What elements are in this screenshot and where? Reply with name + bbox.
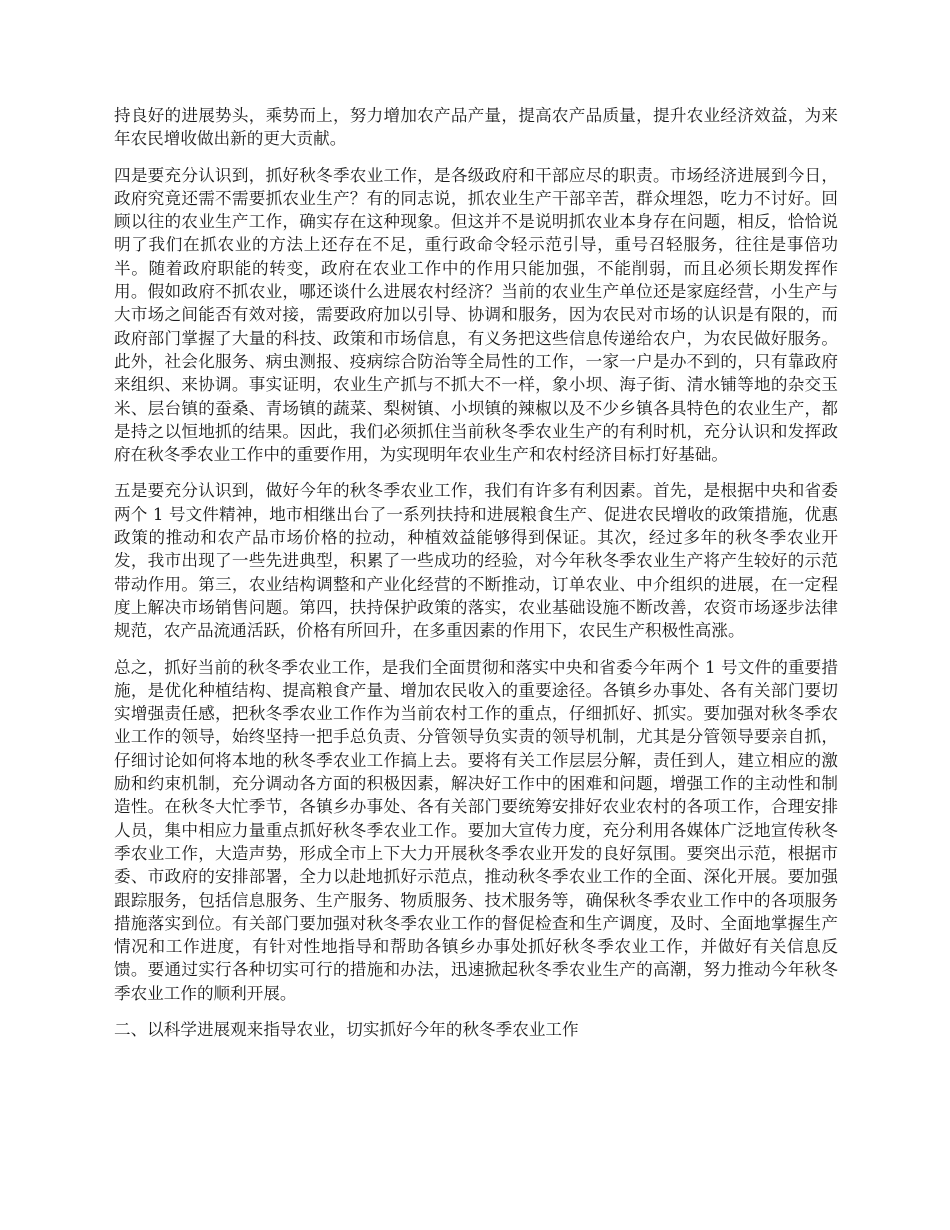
paragraph-summary: 总之，抓好当前的秋冬季农业工作，是我们全面贯彻和落实中央和省委今年两个 1 号文件的重要措施，是优化种植结构、提高粮食产量、增加农民收入的重要途径。各镇乡办事处、各有关部门要切实增强责任感，把秋冬季农业工作作为当前农村工作的重点，仔细抓好、抓实。要加强对秋冬季农业工作的领导，始终坚持一把手总负责、分管领导负实责的领导机制，尤其是分管领导要亲自抓，仔细讨论如何将本地的秋冬季农业工作搞上去。要将有关工作层层分解，责任到人，建立相应的激励和约束机制，充分调动各方面的积极因素，解决好工作中的困难和问题，增强工作的主动性和制造性。在秋冬大忙季节，各镇乡办事处、各有关部门要统筹安排好农业农村的各项工作，合理安排人员，集中相应力量重点抓好秋冬季农业工作。要加大宣传力度，充分利用各媒体广泛地宣传秋冬季农业工作，大造声势，形成全市上下大力开展秋冬季农业开发的良好氛围。要突出示范，根据市委、市政府的安排部署，全力以赴地抓好示范点，推动秋冬季农业工作的全面、深化开展。要加强跟踪服务，包括信息服务、生产服务、物质服务、技术服务等，确保秋冬季农业工作中的各项服务措施落实到位。有关部门要加强对秋冬季农业工作的督促检查和生产调度，及时、全面地掌握生产情况和工作进度，有针对性地指导和帮助各镇乡办事处抓好秋冬季农业工作，并做好有关信息反馈。要通过实行各种切实可行的措施和办法，迅速掀起秋冬季农业生产的高潮，努力推动今年秋冬季农业工作的顺利开展。 <box>114 657 838 1003</box>
document-page <box>114 104 838 1054</box>
section-heading: 二、以科学进展观来指导农业，切实抓好今年的秋冬季农业工作 <box>114 1019 579 1039</box>
paragraph-point-five: 五是要充分认识到，做好今年的秋冬季农业工作，我们有许多有利因素。首先，是根据中央和省委两个 1 号文件精神，地市相继出台了一系列扶持和进展粮食生产、促进农民增收的政策措施，优惠政策的推动和农产品市场价格的拉动，种植效益能够得到保证。其次，经过多年的秋冬季农业开发，我市出现了一些先进典型，积累了一些成功的经验，对今年秋冬季农业生产将产生较好的示范带动作用。第三，农业结构调整和产业化经营的不断推动，订单农业、中介组织的进展，在一定程度上解决市场销售问题。第四，扶持保护政策的落实，农业基础设施不断改善，农资市场逐步法律规范，农产品流通活跃，价格有所回升，在多重因素的作用下，农民生产积极性高涨。 <box>114 481 838 641</box>
paragraph-continuation: 持良好的进展势头，乘势而上，努力增加农产品产量，提高农产品质量，提升农业经济效益，为来年农民增收做出新的更大贡献。 <box>114 106 838 149</box>
paragraph-point-four: 四是要充分认识到，抓好秋冬季农业工作，是各级政府和干部应尽的职责。市场经济进展到今日，政府究竟还需不需要抓农业生产？有的同志说，抓农业生产干部辛苦，群众埋怨，吃力不讨好。回顾以往的农业生产工作，确实存在这种现象。但这并不是说明抓农业本身存在问题，相反，恰恰说明了我们在抓农业的方法上还存在不足，重行政命令轻示范引导，重号召轻服务，往往是事倍功半。随着政府职能的转变，政府在农业工作中的作用只能加强，不能削弱，而且必须长期发挥作用。假如政府不抓农业，哪还谈什么进展农村经济？当前的农业生产单位还是家庭经营，小生产与大市场之间能否有效对接，需要政府加以引导、协调和服务，因为农民对市场的认识是有限的，而政府部门掌握了大量的科技、政策和市场信息，有义务把这些信息传递给农户，为农民做好服务。此外，社会化服务、病虫测报、疫病综合防治等全局性的工作，一家一户是办不到的，只有靠政府来组织、来协调。事实证明，农业生产抓与不抓大不一样，象小坝、海子街、清水铺等地的杂交玉米、层台镇的蚕桑、青场镇的蔬菜、梨树镇、小坝镇的辣椒以及不少乡镇各具特色的农业生产，都是持之以恒地抓的结果。因此，我们必须抓住当前秋冬季农业生产的有利时机，充分认识和发挥政府在秋冬季农业工作中的重要作用，为实现明年农业生产和农村经济目标打好基础。 <box>114 165 838 465</box>
